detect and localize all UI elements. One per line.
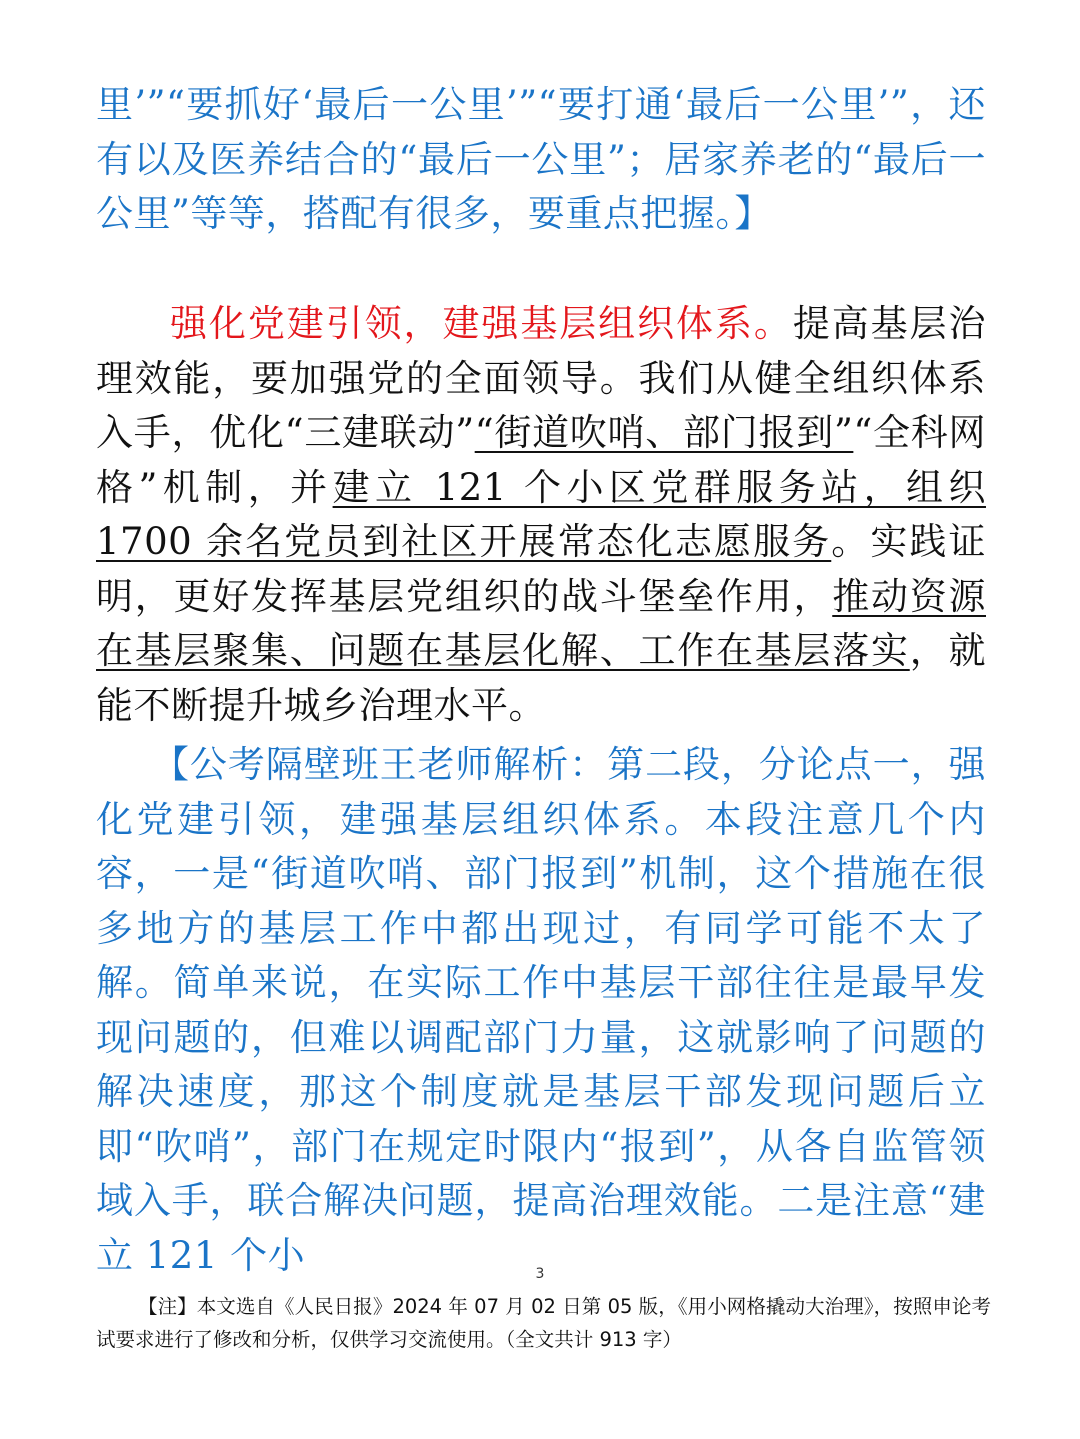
- underlined-phrase-2: 建立 121 个小区党群服务站，组织 1700 余名党员到社区开展常态化志愿服务: [96, 465, 986, 563]
- page-number: 3: [535, 1266, 545, 1282]
- main-body-paragraph: [96, 297, 986, 733]
- body-text-2: “全科网格”机制，并: [96, 411, 986, 509]
- body-text-1: 提高基层治理效能，要加强党的全面领导。我们从健全组织体系入手，优化“三建联动”: [96, 302, 987, 454]
- footnote: 【注】本文选自《人民日报》2024 年 07 月 02 日第 05 版，《用小网格撬动大治理》，按照申论考试要求进行了修改和分析，仅供学习交流使用。（全文共计 913 字）: [96, 1295, 991, 1351]
- body-text-4: ，就能不断提升城乡治理水平。: [96, 629, 986, 727]
- analysis-continuation-paragraph: 里’”“要抓好‘最后一公里’”“要打通‘最后一公里’”，还有以及医养结合的“最后一公里”；居家养老的“最后一公里”等等，搭配有很多，要重点把握。】: [96, 83, 986, 235]
- underlined-phrase-1: “街道吹哨、部门报到”: [474, 411, 854, 454]
- teacher-analysis-paragraph: 【公考隔壁班王老师解析：第二段，分论点一，强化党建引领，建强基层组织体系。本段注意几个内容，一是“街道吹哨、部门报到”机制，这个措施在很多地方的基层工作中都出现过，有同学可能不太了解。简单来说，在实际工作中基层干部往往是最早发现问题的，但难以调配部门力量，这就影响了问题的解决速度，那这个制度就是基层干部发现问题后立即“吹哨”，部门在规定时限内“报到”，从各自监管领域入手，联合解决问题，提高治理效能。二是注意“建立 121 个小: [96, 743, 986, 1277]
- body-text-3: 。实践证明，更好发挥基层党组织的战斗堡垒作用，: [96, 520, 986, 618]
- section-heading: 强化党建引领，建强基层组织体系。: [170, 302, 793, 345]
- underlined-phrase-3: 推动资源在基层聚集、问题在基层化解、工作在基层落实: [96, 574, 986, 672]
